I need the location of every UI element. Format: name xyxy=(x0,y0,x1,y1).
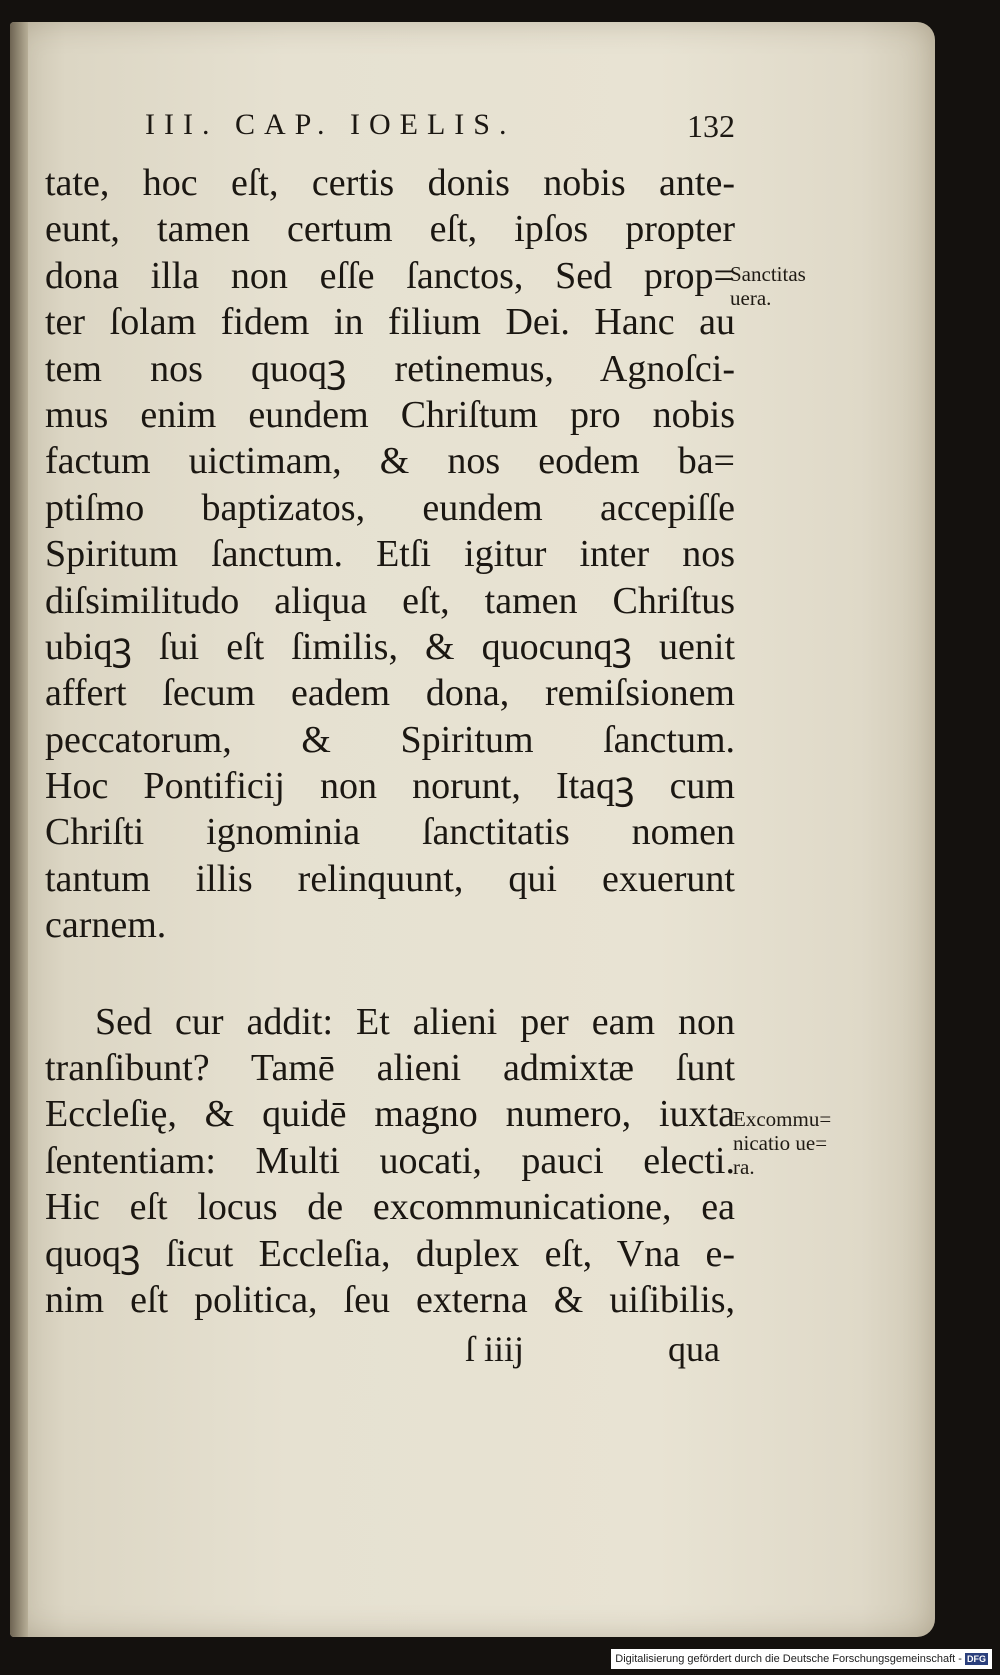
page-gutter xyxy=(10,22,28,1637)
text-line: eunt, tamen certum eſt, ipſos propter xyxy=(45,208,735,251)
main-text xyxy=(45,160,735,1323)
paragraph-gap xyxy=(45,949,735,999)
page-header xyxy=(145,108,735,148)
text-line: carnem. xyxy=(45,904,167,947)
text-line: ter ſolam fidem in filium Dei. Hanc au xyxy=(45,301,735,344)
text-line: ptiſmo baptizatos, eundem accepiſſe xyxy=(45,486,735,529)
text-line: mus enim eundem Chriſtum pro nobis xyxy=(45,393,735,436)
text-line: tranſibunt? Tamē alieni admixtæ ſunt xyxy=(45,1047,735,1090)
text-line: Hoc Pontificij non norunt, Itaqꝫ cum xyxy=(45,765,735,808)
text-line: tantum illis relinquunt, qui exuerunt xyxy=(45,857,735,900)
text-line: Spiritum ſanctum. Etſi igitur inter nos xyxy=(45,533,735,576)
text-line: Chriſti ignominia ſanctitatis nomen xyxy=(45,811,735,854)
text-line: tem nos quoqꝫ retinemus, Agnoſci- xyxy=(45,347,735,390)
text-line: affert ſecum eadem dona, remiſsionem xyxy=(45,672,735,715)
signature-mark: ſ iiij xyxy=(465,1329,525,1369)
catchword: qua xyxy=(668,1329,720,1369)
margin-note-excommunicatio xyxy=(733,1107,831,1179)
margin-note-line: nicatio ue= xyxy=(733,1131,828,1155)
text-line: Eccleſię, & quidē magno numero, iuxta xyxy=(45,1093,735,1136)
text-line: Hic eſt locus de excommunicatione, ea xyxy=(45,1186,735,1229)
text-line: ubiqꝫ ſui eſt ſimilis, & quocunqꝫ uenit xyxy=(45,625,735,668)
text-line: factum uictimam, & nos eodem ba= xyxy=(45,440,735,483)
footer-text: Digitalisierung gefördert durch die Deutsche Forschungsgemeinschaft - xyxy=(615,1653,962,1665)
margin-note-line: Sanctitas xyxy=(730,262,806,286)
text-line: dona illa non eſſe ſanctos, Sed prop= xyxy=(45,254,735,297)
text-line: nim eſt politica, ſeu externa & uiſibilis, xyxy=(45,1278,735,1321)
text-line: Sed cur addit: Et alieni per eam non xyxy=(95,1000,735,1043)
margin-note-line: Excommu= xyxy=(733,1107,832,1131)
text-line: tate, hoc eſt, certis donis nobis ante- xyxy=(45,162,735,204)
margin-note-sanctitas xyxy=(730,262,806,310)
text-line: ſententiam: Multi uocati, pauci electi. xyxy=(45,1139,735,1182)
running-title: III. CAP. IOELIS. xyxy=(145,108,516,141)
text-line: peccatorum, & Spiritum ſanctum. xyxy=(45,718,735,761)
folio-number: 132 xyxy=(687,108,735,144)
footer-credit xyxy=(611,1649,992,1669)
text-line: quoqꝫ ſicut Eccleſia, duplex eſt, Vna e- xyxy=(45,1232,735,1275)
text-line: diſsimilitudo aliqua eſt, tamen Chriſtus xyxy=(45,579,735,622)
margin-note-line: ra. xyxy=(733,1155,755,1179)
margin-note-line: uera. xyxy=(730,286,772,310)
dfg-logo: DFG xyxy=(967,1654,986,1665)
